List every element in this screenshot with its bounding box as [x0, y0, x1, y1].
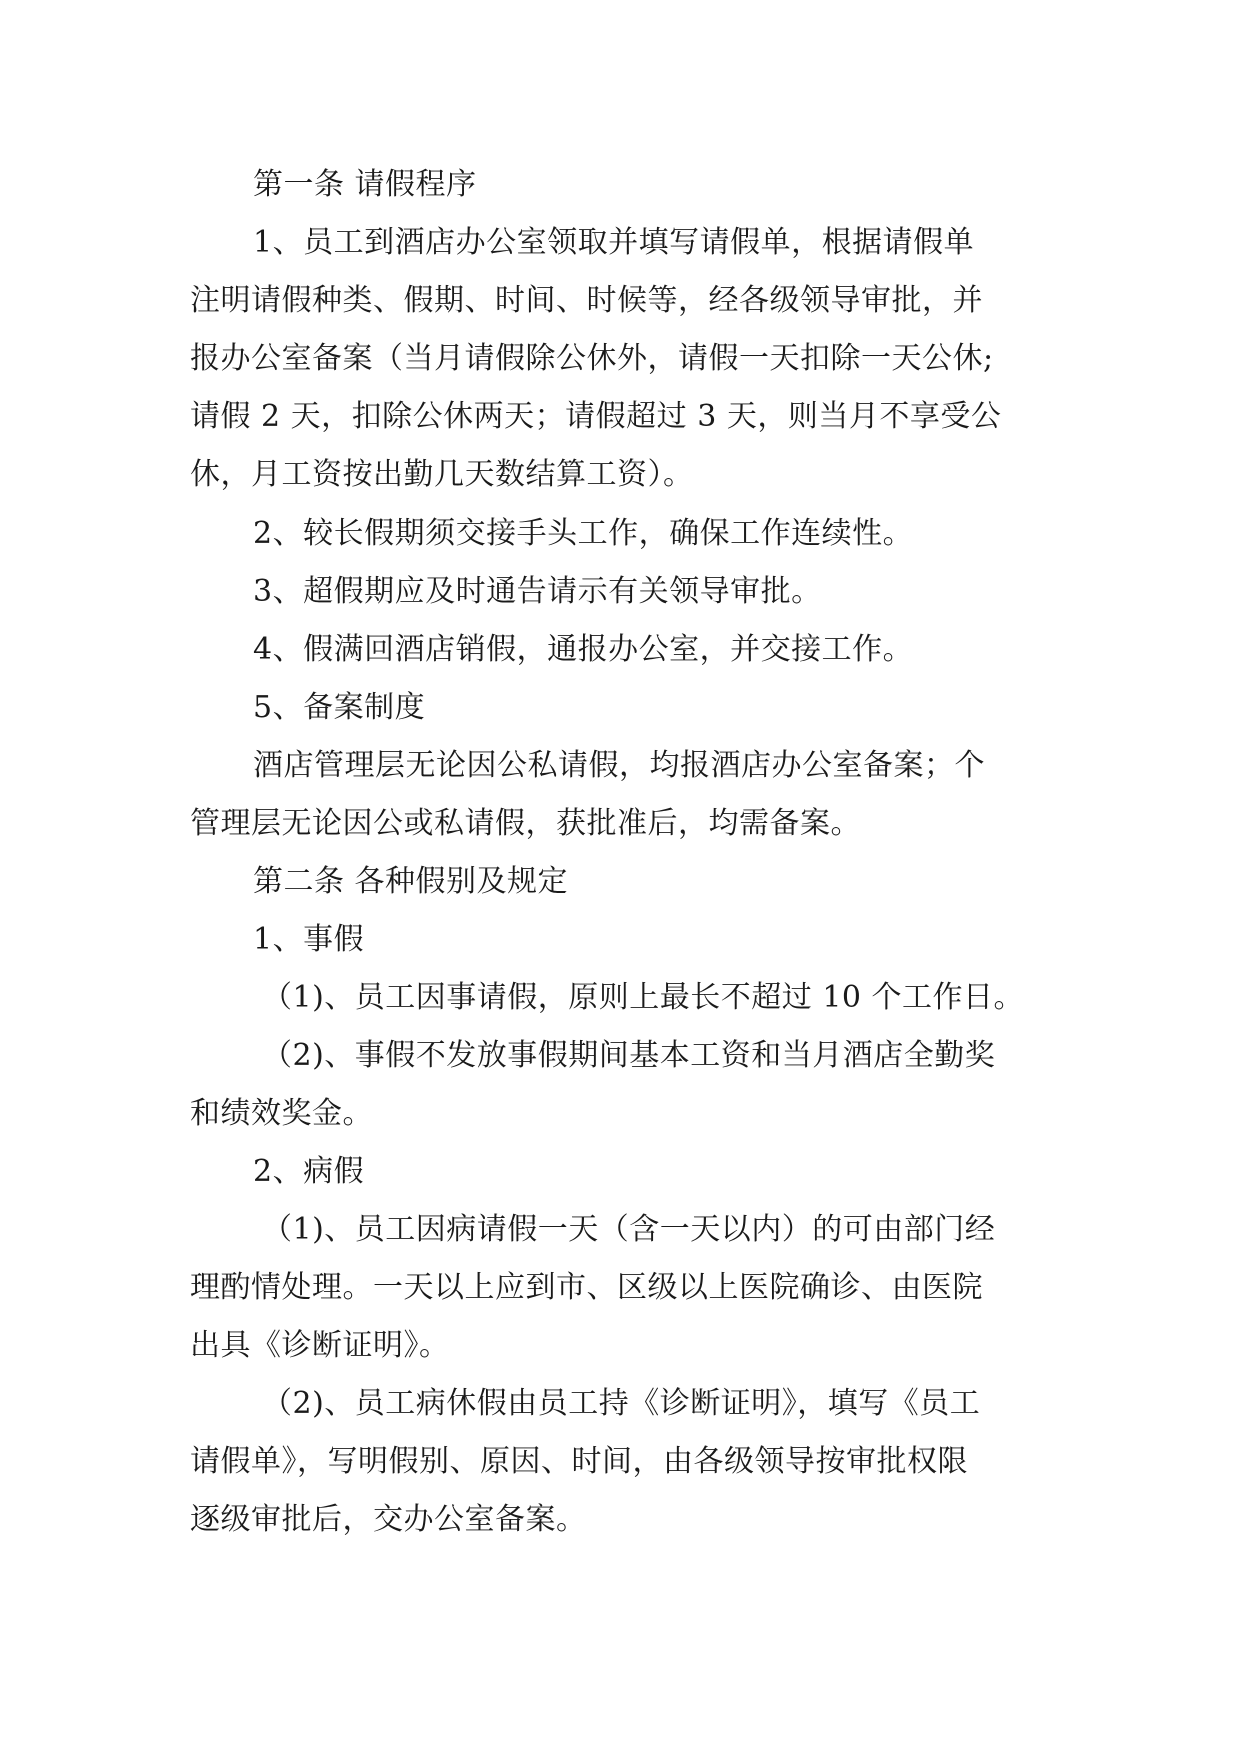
article-1-heading: 第一条 请假程序 — [253, 167, 477, 202]
section-heading: 2、病假 — [253, 1154, 365, 1189]
article-2-heading: 第二条 各种假别及规定 — [253, 864, 569, 899]
paragraph-line: （1)、员工因事请假，原则上最长不超过 10 个工作日。 — [262, 980, 1025, 1015]
paragraph-line: 酒店管理层无论因公私请假，均报酒店办公室备案；个 — [253, 748, 985, 783]
paragraph-line: 请假 2 天，扣除公休两天；请假超过 3 天，则当月不享受公 — [190, 399, 1002, 434]
paragraph-line: 理酌情处理。一天以上应到市、区级以上医院确诊、由医院 — [190, 1270, 983, 1305]
paragraph-line: 5、备案制度 — [253, 690, 426, 725]
paragraph-line: 请假单》，写明假别、原因、时间，由各级领导按审批权限 — [190, 1444, 968, 1479]
paragraph-line: 3、超假期应及时通告请示有关领导审批。 — [253, 574, 822, 609]
paragraph-line: 4、假满回酒店销假，通报办公室，并交接工作。 — [253, 632, 914, 667]
paragraph-line: （1)、员工因病请假一天（含一天以内）的可由部门经 — [262, 1212, 996, 1247]
paragraph-line: 和绩效奖金。 — [190, 1096, 373, 1131]
paragraph-line: 出具《诊断证明》。 — [190, 1328, 450, 1363]
paragraph-line: 休，月工资按出勤几天数结算工资）。 — [190, 457, 694, 492]
paragraph-line: （2)、事假不发放事假期间基本工资和当月酒店全勤奖 — [262, 1038, 996, 1073]
paragraph-line: 管理层无论因公或私请假，获批准后，均需备案。 — [190, 806, 861, 841]
section-heading: 1、事假 — [253, 922, 365, 957]
paragraph-line: 2、较长假期须交接手头工作，确保工作连续性。 — [253, 516, 914, 551]
paragraph-line: （2)、员工病休假由员工持《诊断证明》，填写《员工 — [262, 1386, 981, 1421]
paragraph-line: 逐级审批后，交办公室备案。 — [190, 1502, 587, 1537]
paragraph-line: 注明请假种类、假期、时间、时候等，经各级领导审批，并 — [190, 283, 983, 318]
paragraph-line: 1、员工到酒店办公室领取并填写请假单，根据请假单 — [253, 225, 975, 260]
paragraph-line: 报办公室备案（当月请假除公休外，请假一天扣除一天公休; — [190, 341, 994, 376]
